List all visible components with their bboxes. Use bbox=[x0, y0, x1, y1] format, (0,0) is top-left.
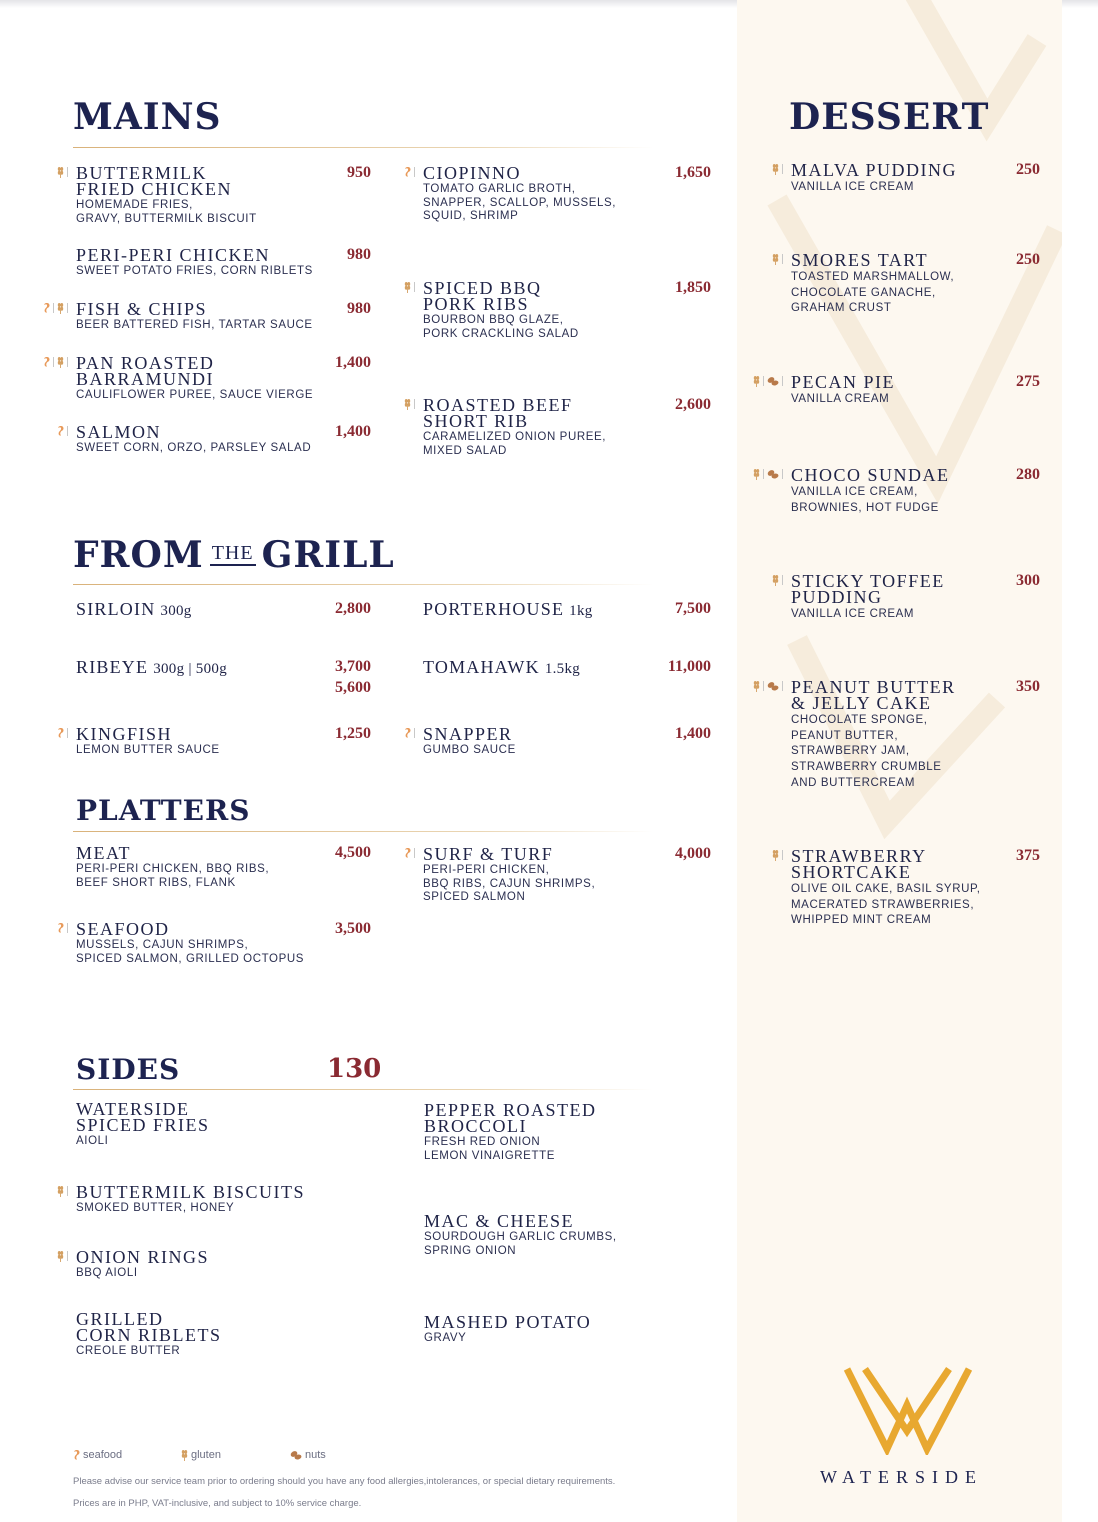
item-price: 11,000 bbox=[667, 658, 711, 675]
icon-separator bbox=[414, 282, 415, 292]
item-name: PEPPER ROASTED BROCCOLI bbox=[424, 1100, 597, 1136]
legend-gluten-label: gluten bbox=[191, 1449, 221, 1461]
item-unit: 1.5kg bbox=[544, 661, 581, 677]
allergen-icons bbox=[42, 355, 68, 369]
item-price: 250 bbox=[1016, 251, 1040, 268]
gluten-icon bbox=[771, 253, 780, 265]
item-price: 2,800 bbox=[335, 600, 371, 617]
gluten-icon bbox=[180, 1449, 189, 1461]
item-price: 950 bbox=[347, 164, 371, 181]
item-name: ROASTED BEEF SHORT RIB bbox=[423, 395, 573, 431]
item-name: STRAWBERRY SHORTCAKE bbox=[791, 846, 927, 882]
item-name: SEAFOOD bbox=[76, 919, 170, 939]
item-name: PEANUT BUTTER & JELLY CAKE bbox=[791, 677, 956, 713]
item-description: OLIVE OIL CAKE, BASIL SYRUP, MACERATED STRAWBERRIES, WHIPPED MINT CREAM bbox=[791, 883, 981, 927]
item-price: 980 bbox=[347, 300, 371, 317]
allergen-icons bbox=[403, 846, 415, 860]
gluten-icon bbox=[403, 281, 412, 293]
grill-title-grill: GRILL bbox=[261, 534, 395, 576]
allergen-icons bbox=[752, 374, 783, 388]
price-note: Prices are in PHP, VAT-inclusive, and subject to 10% service charge. bbox=[73, 1498, 362, 1509]
allergen-icons bbox=[771, 848, 783, 862]
icon-separator bbox=[782, 254, 783, 264]
gluten-icon bbox=[752, 680, 761, 692]
item-description: FRESH RED ONION LEMON VINAIGRETTE bbox=[424, 1136, 555, 1162]
gluten-icon bbox=[56, 356, 65, 368]
allergen-icons bbox=[56, 424, 68, 438]
dessert-item bbox=[791, 679, 1031, 792]
grill-title bbox=[73, 534, 395, 576]
allergen-icons bbox=[56, 1184, 68, 1198]
item-description: CARAMELIZED ONION PUREE, MIXED SALAD bbox=[423, 431, 607, 457]
icon-separator bbox=[414, 728, 415, 738]
grill-item bbox=[76, 726, 326, 758]
nuts-icon bbox=[766, 680, 780, 692]
item-description: AIOLI bbox=[76, 1135, 109, 1147]
seafood-icon bbox=[42, 356, 51, 368]
item-price: 1,400 bbox=[675, 725, 711, 742]
item-name: MEAT bbox=[76, 843, 131, 863]
allergy-note: Please advise our service team prior to ordering should you have any food allergies,intolerances, or special dietary requirements. bbox=[73, 1476, 616, 1487]
allergen-icons bbox=[403, 165, 415, 179]
grill-item bbox=[76, 657, 227, 678]
item-price: 4,500 bbox=[335, 844, 371, 861]
item-price: 3,500 bbox=[335, 920, 371, 937]
gluten-icon bbox=[771, 574, 780, 586]
item-unit: 300g bbox=[160, 603, 192, 619]
allergen-icons bbox=[42, 301, 68, 315]
platter-item bbox=[76, 845, 326, 890]
sides-price: 130 bbox=[327, 1054, 382, 1084]
seafood-icon bbox=[42, 302, 51, 314]
grill-divider bbox=[73, 584, 653, 585]
item-description: TOASTED MARSHMALLOW, CHOCOLATE GANACHE, GRAHAM CRUST bbox=[791, 271, 955, 315]
item-name: SALMON bbox=[76, 422, 162, 442]
icon-separator bbox=[782, 575, 783, 585]
mains-item bbox=[76, 355, 326, 403]
nuts-icon bbox=[289, 1449, 303, 1461]
item-price: 1,850 bbox=[675, 279, 711, 296]
item-name: PAN ROASTED BARRAMUNDI bbox=[76, 353, 215, 389]
item-name: KINGFISH bbox=[76, 724, 173, 744]
mains-item bbox=[76, 165, 326, 226]
item-description: PERI-PERI CHICKEN, BBQ RIBS, CAJUN SHRIMPS, SPICED SALMON bbox=[423, 864, 596, 903]
grill-item bbox=[423, 657, 580, 678]
side-item bbox=[76, 1249, 336, 1281]
dessert-item bbox=[791, 848, 1031, 929]
dessert-item bbox=[791, 467, 1031, 516]
item-name: CIOPINNO bbox=[423, 163, 522, 183]
item-price: 1,400 bbox=[335, 423, 371, 440]
allergen-icons bbox=[752, 679, 783, 693]
mains-item bbox=[76, 247, 326, 279]
item-price: 275 bbox=[1016, 373, 1040, 390]
item-price: 280 bbox=[1016, 466, 1040, 483]
dessert-item bbox=[791, 374, 1031, 408]
sides-divider bbox=[73, 1089, 653, 1090]
icon-separator bbox=[763, 469, 764, 479]
item-name: WATERSIDE SPICED FRIES bbox=[76, 1099, 210, 1135]
grill-item bbox=[423, 726, 673, 758]
seafood-icon bbox=[56, 922, 65, 934]
legend-seafood-label: seafood bbox=[83, 1449, 123, 1461]
item-name: SNAPPER bbox=[423, 724, 513, 744]
seafood-icon bbox=[403, 166, 412, 178]
item-price: 3,700 5,600 bbox=[335, 658, 371, 696]
item-price: 300 bbox=[1016, 572, 1040, 589]
waterside-logo-text: WATERSIDE bbox=[820, 1467, 983, 1487]
item-name: SMORES TART bbox=[791, 250, 929, 270]
item-price: 350 bbox=[1016, 678, 1040, 695]
icon-separator bbox=[53, 357, 54, 367]
item-name: PECAN PIE bbox=[791, 372, 896, 392]
mains-title: MAINS bbox=[73, 96, 222, 138]
sides-title: SIDES bbox=[76, 1053, 181, 1086]
gluten-icon bbox=[56, 1250, 65, 1262]
item-description: SMOKED BUTTER, HONEY bbox=[76, 1202, 235, 1214]
icon-separator bbox=[67, 1251, 68, 1261]
icon-separator bbox=[67, 426, 68, 436]
mains-item bbox=[76, 424, 326, 456]
icon-separator bbox=[67, 728, 68, 738]
dessert-item bbox=[791, 162, 1031, 196]
gluten-icon bbox=[752, 468, 761, 480]
icon-separator bbox=[414, 848, 415, 858]
item-description: CREOLE BUTTER bbox=[76, 1345, 181, 1357]
allergen-icons bbox=[771, 162, 783, 176]
gluten-icon bbox=[752, 375, 761, 387]
item-name: SURF & TURF bbox=[423, 844, 554, 864]
item-description: VANILLA ICE CREAM bbox=[791, 608, 915, 620]
dessert-item bbox=[791, 573, 1031, 623]
item-name: MALVA PUDDING bbox=[791, 160, 958, 180]
item-name: MASHED POTATO bbox=[424, 1312, 592, 1332]
item-unit: 300g | 500g bbox=[153, 661, 228, 677]
icon-separator bbox=[782, 850, 783, 860]
item-description: SOURDOUGH GARLIC CRUMBS, SPRING ONION bbox=[424, 1231, 617, 1257]
nuts-icon bbox=[766, 468, 780, 480]
icon-separator bbox=[782, 164, 783, 174]
icon-separator bbox=[782, 376, 783, 386]
platters-divider bbox=[73, 831, 653, 832]
seafood-icon bbox=[403, 727, 412, 739]
platters-title: PLATTERS bbox=[76, 794, 251, 827]
item-description: LEMON BUTTER SAUCE bbox=[76, 744, 220, 756]
gluten-icon bbox=[771, 849, 780, 861]
allergen-icons bbox=[56, 726, 68, 740]
icon-separator bbox=[67, 167, 68, 177]
allergen-icons bbox=[56, 1249, 68, 1263]
item-description: BBQ AIOLI bbox=[76, 1267, 138, 1279]
item-name: MAC & CHEESE bbox=[424, 1211, 575, 1231]
allergen-icons bbox=[56, 921, 68, 935]
item-name: RIBEYE bbox=[76, 657, 149, 677]
item-description: BEER BATTERED FISH, TARTAR SAUCE bbox=[76, 319, 313, 331]
icon-separator bbox=[782, 681, 783, 691]
icon-separator bbox=[414, 399, 415, 409]
item-description: CHOCOLATE SPONGE, PEANUT BUTTER, STRAWBERRY JAM, STRAWBERRY CRUMBLE AND BUTTERCREAM bbox=[791, 714, 942, 789]
icon-separator bbox=[67, 923, 68, 933]
side-item bbox=[76, 1311, 336, 1359]
mains-item bbox=[423, 165, 673, 224]
icon-separator bbox=[763, 681, 764, 691]
side-item bbox=[76, 1184, 336, 1216]
icon-separator bbox=[67, 1186, 68, 1196]
item-description: TOMATO GARLIC BROTH, SNAPPER, SCALLOP, MUSSELS, SQUID, SHRIMP bbox=[423, 183, 617, 222]
item-name: SIRLOIN bbox=[76, 599, 156, 619]
item-name: SPICED BBQ PORK RIBS bbox=[423, 278, 542, 314]
item-description: MUSSELS, CAJUN SHRIMPS, SPICED SALMON, GRILLED OCTOPUS bbox=[76, 939, 305, 965]
grill-item bbox=[423, 599, 593, 620]
item-price: 4,000 bbox=[675, 845, 711, 862]
nuts-icon bbox=[766, 375, 780, 387]
legend-nuts bbox=[289, 1449, 326, 1461]
icon-separator bbox=[414, 167, 415, 177]
gluten-icon bbox=[771, 163, 780, 175]
platter-item bbox=[423, 846, 673, 905]
grill-title-the: THE bbox=[211, 542, 254, 564]
item-name: CHOCO SUNDAE bbox=[791, 465, 950, 485]
platter-item bbox=[76, 921, 326, 966]
item-name: PERI-PERI CHICKEN bbox=[76, 245, 271, 265]
seafood-icon bbox=[56, 727, 65, 739]
item-name: ONION RINGS bbox=[76, 1247, 209, 1267]
item-description: GUMBO SAUCE bbox=[423, 744, 516, 756]
allergen-icons bbox=[771, 573, 783, 587]
item-price: 980 bbox=[347, 246, 371, 263]
item-description: SWEET POTATO FRIES, CORN RIBLETS bbox=[76, 265, 313, 277]
side-item bbox=[424, 1102, 684, 1163]
side-item bbox=[424, 1314, 684, 1346]
item-description: VANILLA CREAM bbox=[791, 393, 890, 405]
gluten-icon bbox=[56, 166, 65, 178]
allergen-icons bbox=[771, 252, 783, 266]
legend-seafood bbox=[72, 1449, 122, 1461]
gluten-icon bbox=[56, 1185, 65, 1197]
item-description: HOMEMADE FRIES, GRAVY, BUTTERMILK BISCUIT bbox=[76, 199, 257, 225]
allergen-icons bbox=[403, 726, 415, 740]
item-price: 1,250 bbox=[335, 725, 371, 742]
dessert-item bbox=[791, 252, 1031, 317]
item-name: TOMAHAWK bbox=[423, 657, 540, 677]
item-price: 1,400 bbox=[335, 354, 371, 371]
gluten-icon bbox=[56, 302, 65, 314]
item-name: BUTTERMILK FRIED CHICKEN bbox=[76, 163, 233, 199]
gluten-icon bbox=[403, 398, 412, 410]
item-name: PORTERHOUSE bbox=[423, 599, 565, 619]
icon-separator bbox=[782, 469, 783, 479]
grill-item bbox=[76, 599, 192, 620]
item-name: GRILLED CORN RIBLETS bbox=[76, 1309, 222, 1345]
allergen-icons bbox=[403, 397, 415, 411]
icon-separator bbox=[67, 303, 68, 313]
item-name: STICKY TOFFEE PUDDING bbox=[791, 571, 945, 607]
item-name: FISH & CHIPS bbox=[76, 299, 208, 319]
icon-separator bbox=[53, 303, 54, 313]
item-description: CAULIFLOWER PUREE, SAUCE VIERGE bbox=[76, 389, 314, 401]
item-name: BUTTERMILK BISCUITS bbox=[76, 1182, 306, 1202]
item-price: 2,600 bbox=[675, 396, 711, 413]
item-description: PERI-PERI CHICKEN, BBQ RIBS, BEEF SHORT RIBS, FLANK bbox=[76, 863, 270, 889]
waterside-logo-mark bbox=[843, 1365, 973, 1455]
item-description: VANILLA ICE CREAM bbox=[791, 181, 915, 193]
mains-divider bbox=[73, 147, 653, 148]
allergen-icons bbox=[752, 467, 783, 481]
seafood-icon bbox=[56, 425, 65, 437]
item-description: GRAVY bbox=[424, 1332, 467, 1344]
allergen-icons bbox=[403, 280, 415, 294]
icon-separator bbox=[67, 357, 68, 367]
item-description: VANILLA ICE CREAM, BROWNIES, HOT FUDGE bbox=[791, 486, 939, 514]
seafood-icon bbox=[403, 847, 412, 859]
icon-separator bbox=[763, 376, 764, 386]
item-description: SWEET CORN, ORZO, PARSLEY SALAD bbox=[76, 442, 312, 454]
item-price: 1,650 bbox=[675, 164, 711, 181]
side-item bbox=[424, 1213, 684, 1258]
item-unit: 1kg bbox=[569, 603, 593, 619]
legend-gluten bbox=[180, 1449, 221, 1461]
item-price: 250 bbox=[1016, 161, 1040, 178]
legend-nuts-label: nuts bbox=[305, 1449, 326, 1461]
grill-title-from: FROM bbox=[73, 534, 204, 576]
side-item bbox=[76, 1101, 336, 1149]
allergen-icons bbox=[56, 165, 68, 179]
item-price: 7,500 bbox=[675, 600, 711, 617]
item-price: 375 bbox=[1016, 847, 1040, 864]
mains-item bbox=[423, 397, 673, 458]
dessert-title: DESSERT bbox=[789, 96, 990, 138]
mains-item bbox=[423, 280, 673, 341]
seafood-icon bbox=[72, 1449, 81, 1461]
item-description: BOURBON BBQ GLAZE, PORK CRACKLING SALAD bbox=[423, 314, 579, 340]
mains-item bbox=[76, 301, 326, 333]
